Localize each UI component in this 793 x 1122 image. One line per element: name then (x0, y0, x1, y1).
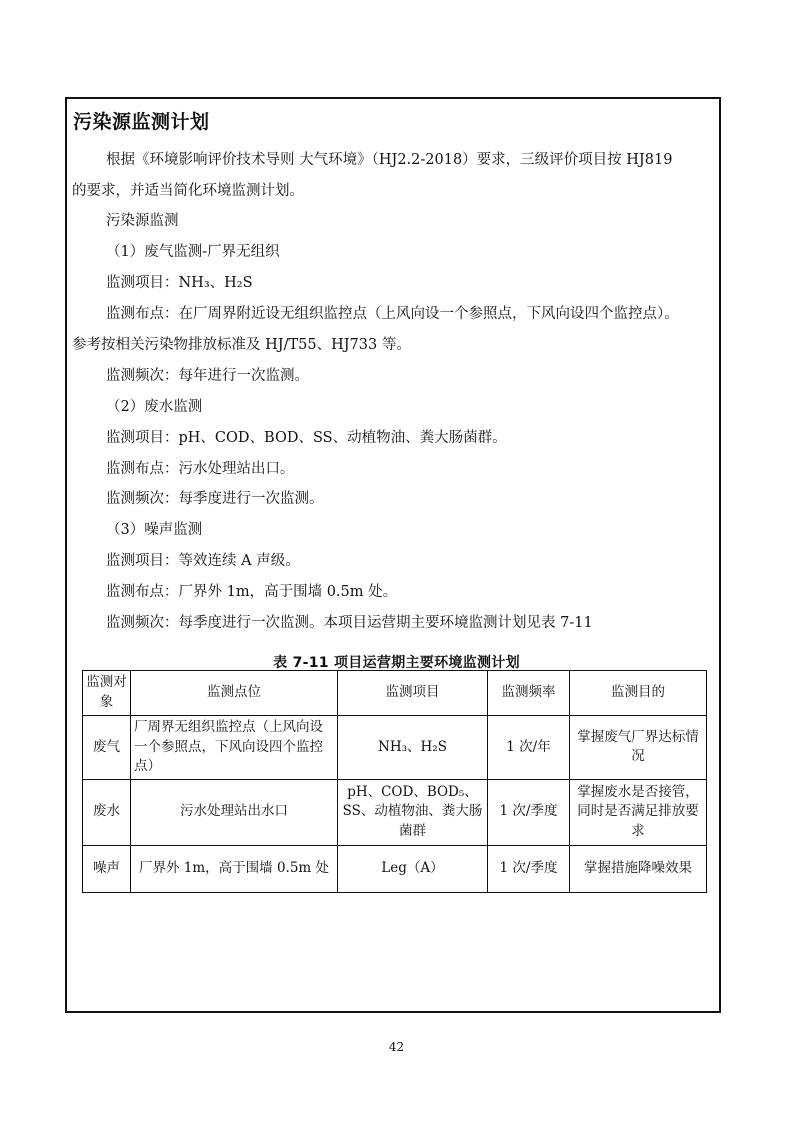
cell-object: 噪声 (83, 845, 131, 892)
cell-point: 厂界外 1m，高于围墙 0.5m 处 (131, 845, 338, 892)
cell-purpose: 掌握废气厂界达标情况 (570, 716, 707, 780)
cell-item: NH₃、H₂S (338, 716, 488, 780)
table-row (83, 716, 707, 780)
table-row (83, 845, 707, 892)
cell-item: Leg（A） (338, 845, 488, 892)
intro-paragraph-line-2: 的要求，并适当简化环境监测计划。 (72, 183, 304, 199)
section-title: 污染源监测计划 (73, 111, 210, 133)
header-purpose: 监测目的 (570, 671, 707, 716)
gas-monitoring-points-line-2: 参考按相关污染物排放标准及 HJ/T55、HJ733 等。 (72, 337, 411, 353)
gas-monitoring-points-line-1: 监测布点：在厂周界附近设无组织监控点（上风向设一个参照点，下风向设四个监控点）。 (106, 306, 679, 322)
cell-object: 废气 (83, 716, 131, 780)
water-monitoring-heading: （2）废水监测 (106, 399, 203, 415)
cell-frequency: 1 次/季度 (488, 845, 570, 892)
header-object: 监测对象 (83, 671, 131, 716)
header-frequency: 监测频率 (488, 671, 570, 716)
cell-point: 污水处理站出水口 (131, 779, 338, 845)
intro-paragraph-line-1: 根据《环境影响评价技术导则 大气环境》（HJ2.2-2018）要求，三级评价项目按 HJ819 (106, 152, 673, 168)
noise-monitoring-heading: （3）噪声监测 (106, 522, 203, 538)
water-monitoring-items: 监测项目：pH、COD、BOD、SS、动植物油、粪大肠菌群。 (106, 430, 507, 446)
header-item: 监测项目 (338, 671, 488, 716)
page-number: 42 (388, 1040, 405, 1054)
table-row (83, 779, 707, 845)
monitoring-plan-table (82, 670, 707, 893)
gas-monitoring-frequency: 监测频次：每年进行一次监测。 (106, 368, 309, 384)
header-point: 监测点位 (131, 671, 338, 716)
cell-point: 厂周界无组织监控点（上风向设一个参照点，下风向设四个监控点） (131, 716, 338, 780)
cell-purpose: 掌握措施降噪效果 (570, 845, 707, 892)
cell-item: pH、COD、BOD₅、SS、动植物油、粪大肠菌群 (338, 779, 488, 845)
gas-monitoring-heading: （1）废气监测-厂界无组织 (106, 244, 280, 260)
water-monitoring-frequency: 监测频次：每季度进行一次监测。 (106, 491, 324, 507)
cell-object: 废水 (83, 779, 131, 845)
water-monitoring-points: 监测布点：污水处理站出口。 (106, 461, 295, 477)
cell-frequency: 1 次/季度 (488, 779, 570, 845)
noise-monitoring-points: 监测布点：厂界外 1m，高于围墙 0.5m 处。 (106, 584, 398, 600)
cell-frequency: 1 次/年 (488, 716, 570, 780)
gas-monitoring-items: 监测项目：NH₃、H₂S (106, 275, 253, 291)
noise-monitoring-items: 监测项目：等效连续 A 声级。 (106, 553, 300, 569)
cell-purpose: 掌握废水是否接管，同时是否满足排放要求 (570, 779, 707, 845)
noise-monitoring-frequency: 监测频次：每季度进行一次监测。本项目运营期主要环境监测计划见表 7-11 (106, 615, 593, 631)
table-caption: 表 7-11 项目运营期主要环境监测计划 (273, 655, 520, 671)
table-header-row (83, 671, 707, 716)
pollution-monitoring-label: 污染源监测 (106, 213, 179, 229)
